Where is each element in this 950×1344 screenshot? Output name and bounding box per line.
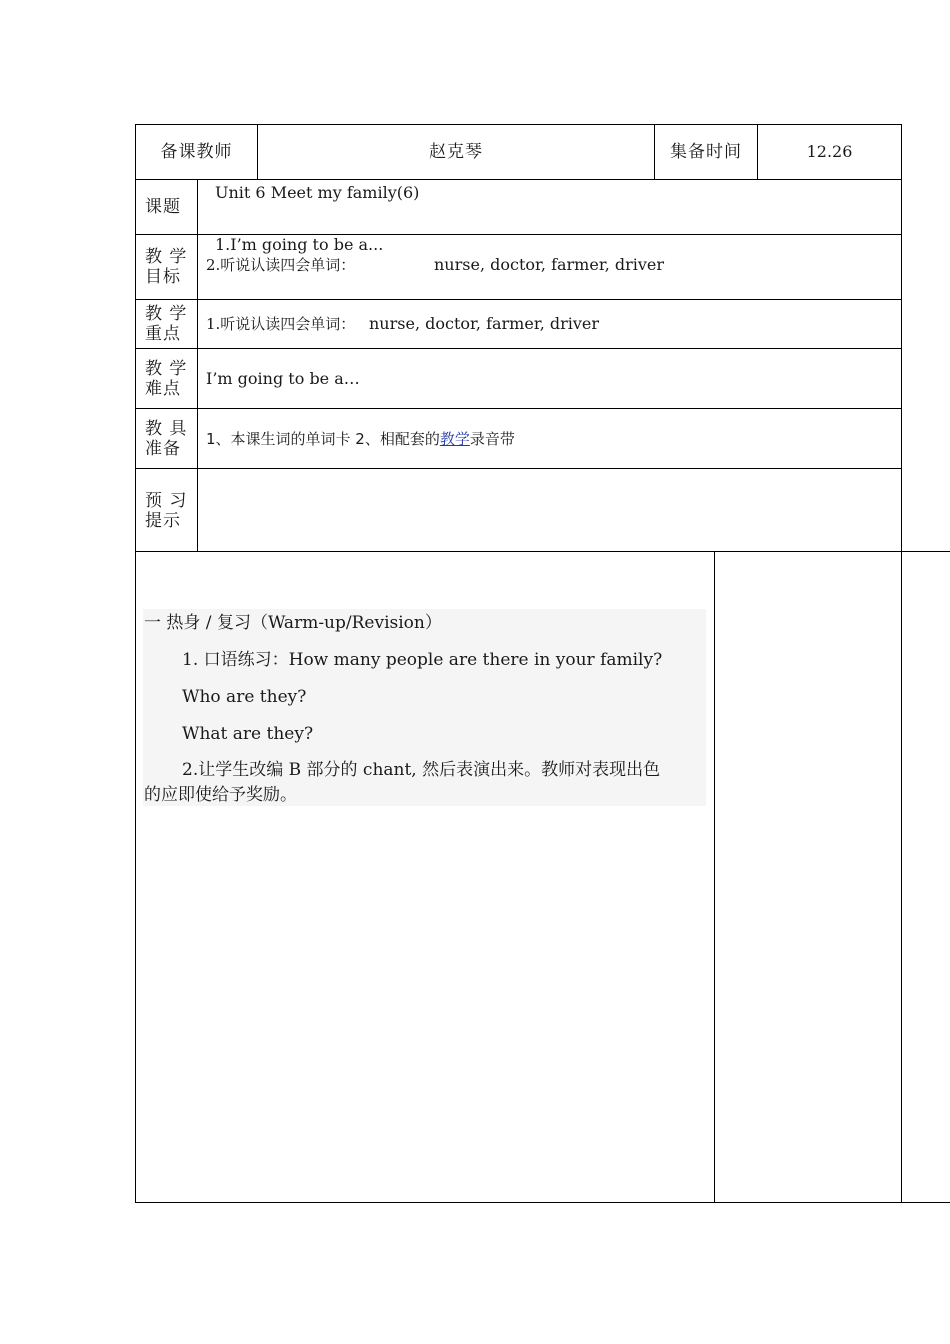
objective-item-2-prefix: 2.听说认读四会单词：: [206, 256, 356, 274]
difficulties-value: I’m going to be a…: [206, 369, 360, 388]
time-value: 12.26: [806, 142, 853, 161]
lesson-item-1-question-3: What are they?: [182, 724, 314, 744]
row-divider-3: [135, 299, 902, 300]
row-divider-4: [135, 348, 902, 349]
materials-label-line1: 教 具: [145, 419, 188, 439]
topic-value: Unit 6 Meet my family(6): [215, 183, 420, 202]
preview-label-line1: 预 习: [145, 491, 188, 511]
preview-label-line2: 提示: [145, 511, 181, 531]
label-col-divider: [197, 179, 198, 551]
difficulties-label-line1: 教 学: [145, 359, 188, 379]
lesson-item-2-line-2: 的应即使给予奖励。: [144, 785, 297, 805]
key-points-words: nurse, doctor, farmer, driver: [369, 314, 600, 333]
objectives-label-line1: 教 学: [145, 247, 188, 267]
lesson-item-2-line-1: 2.让学生改编 B 部分的 chant, 然后表演出来。教师对表现出色: [182, 760, 661, 780]
objective-item-1: 1.I’m going to be a...: [215, 235, 384, 254]
lesson-col-divider: [714, 551, 715, 1203]
table-border-top: [135, 124, 902, 125]
row-divider-6: [135, 468, 902, 469]
table-border-left: [135, 124, 136, 1203]
key-points-label-line1: 教 学: [145, 304, 188, 324]
materials-text: [206, 429, 515, 449]
key-points-label-line2: 重点: [145, 324, 181, 344]
key-points-prefix: 1.听说认读四会单词：: [206, 315, 356, 333]
materials-text-after: 录音带: [469, 430, 515, 448]
row-divider-5: [135, 408, 902, 409]
row-divider-7: [135, 551, 950, 552]
materials-link[interactable]: 教学: [439, 430, 470, 448]
table-border-bottom: [135, 1202, 950, 1203]
lesson-item-1: 1. 口语练习：How many people are there in your family?: [182, 650, 663, 670]
materials-label-line2: 准备: [145, 439, 181, 459]
difficulties-label-line2: 难点: [145, 379, 181, 399]
objectives-label-line2: 目标: [145, 267, 181, 287]
objective-item-2-words: nurse, doctor, farmer, driver: [434, 255, 665, 274]
teacher-name: 赵克琴: [429, 142, 483, 162]
row-divider-1: [135, 179, 902, 180]
section-title: 一 热身 / 复习（Warm-up/Revision）: [144, 613, 442, 633]
materials-text-before: 1、本课生词的单词卡 2、相配套的: [206, 430, 440, 448]
topic-label: 课题: [145, 197, 181, 217]
table-border-right: [901, 124, 902, 1203]
lesson-item-1-question-2: Who are they?: [182, 687, 307, 707]
teacher-label: 备课教师: [160, 142, 233, 162]
time-label: 集备时间: [670, 142, 742, 162]
